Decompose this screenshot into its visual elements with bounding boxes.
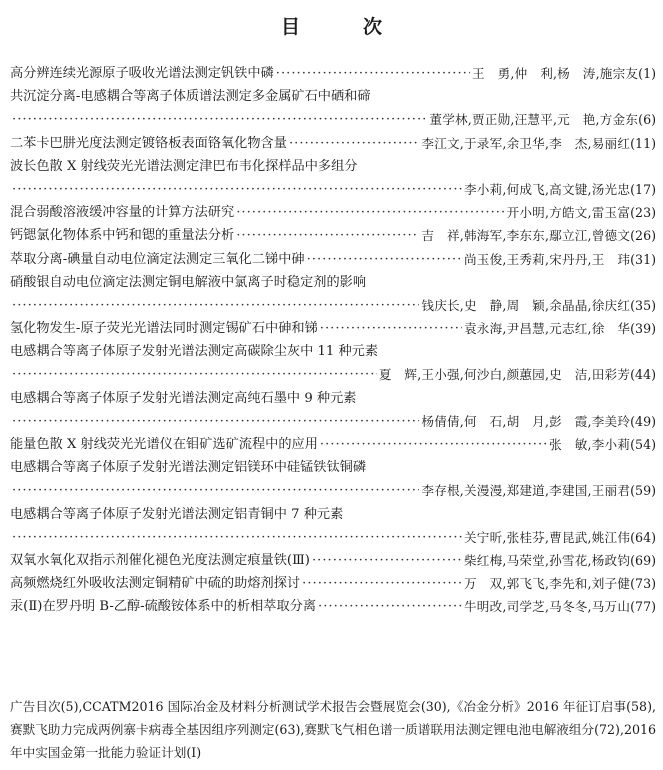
entry-page: (11) <box>630 135 656 151</box>
entry-page: (49) <box>630 413 656 429</box>
entry-page: (64) <box>630 529 656 545</box>
leader-dots <box>289 132 419 155</box>
entry-title: 电感耦合等离子体原子发射光谱法测定高纯石墨中 9 种元素 <box>10 390 357 406</box>
toc-entry[interactable] <box>10 271 656 317</box>
entry-page: (26) <box>630 228 656 244</box>
entry-page: (23) <box>630 205 656 221</box>
toc-entry[interactable] <box>10 456 656 502</box>
leader-dots <box>12 526 462 549</box>
leader-dots <box>12 410 419 433</box>
toc-entry[interactable] <box>10 387 656 433</box>
entry-title: 能量色散 X 射线荧光光谱仪在钼矿选矿流程中的应用 <box>10 437 318 452</box>
leader-dots <box>12 294 419 317</box>
page-title: 目 次 <box>280 16 404 38</box>
entry-page: (1) <box>638 66 656 81</box>
entry-authors: 袁永海,尹昌慧,元志红,徐 华 <box>464 321 631 337</box>
entry-page: (54) <box>630 437 656 452</box>
leader-dots <box>236 224 419 247</box>
entry-title: 共沉淀分离-电感耦合等离子体质谱法测定多金属矿石中硒和碲 <box>10 89 371 105</box>
entry-authors: 吉 祥,韩海军,李东东,鄢立江,曾德文 <box>421 228 631 244</box>
leader-dots <box>12 363 377 386</box>
entry-authors: 张 敏,李小莉 <box>549 437 631 452</box>
entry-title: 硝酸银自动电位滴定法测定铜电解液中氯离子时稳定剂的影响 <box>10 274 367 290</box>
leader-dots <box>307 248 462 271</box>
entry-title: 电感耦合等离子体原子发射光谱法测定铝镁环中硅锰铁钛铜磷 <box>10 460 367 476</box>
entry-page: (73) <box>630 576 656 592</box>
entry-title: 钙锶氯化物体系中钙和锶的重量法分析 <box>10 228 235 244</box>
entry-authors: 杨倩倩,何 石,胡 月,彭 霞,李美玲 <box>421 413 631 429</box>
toc-entry[interactable] <box>10 85 656 131</box>
entry-authors: 开小明,方皓文,雷玉富 <box>506 205 631 221</box>
toc-entry[interactable] <box>10 201 656 224</box>
toc-entry[interactable] <box>10 433 656 456</box>
entry-title: 高频燃烧红外吸收法测定铜精矿中硫的助熔剂探讨 <box>10 576 301 592</box>
toc-entry[interactable] <box>10 595 656 618</box>
toc-list <box>10 62 656 619</box>
entry-authors: 牛明改,司学芝,马冬冬,马万山 <box>464 599 631 615</box>
entry-page: (39) <box>630 321 656 337</box>
entry-authors: 夏 辉,王小强,何沙白,颜蕙园,史 洁,田彩芳 <box>378 367 631 383</box>
toc-entry[interactable] <box>10 572 656 595</box>
entry-title: 电感耦合等离子体原子发射光谱法测定铝青铜中 7 种元素 <box>10 506 344 522</box>
leader-dots <box>12 108 427 131</box>
entry-page: (69) <box>630 552 656 568</box>
entry-page: (77) <box>630 599 656 615</box>
leader-dots <box>320 317 462 340</box>
entry-authors: 李小莉,何成飞,高文键,汤光忠 <box>464 181 631 197</box>
entry-title: 波长色散 X 射线荧光光谱法测定津巴布韦化探样品中多组分 <box>10 158 358 174</box>
entry-title: 萃取分离-碘量自动电位滴定法测定三氧化二锑中砷 <box>10 251 305 267</box>
leader-dots <box>12 178 462 201</box>
entry-title: 电感耦合等离子体原子发射光谱法测定高碳除尘灰中 11 种元素 <box>10 344 379 360</box>
leader-dots <box>318 595 462 618</box>
entry-authors: 钱庆长,史 静,周 颖,余晶晶,徐庆红 <box>421 297 631 313</box>
entry-page: (44) <box>630 367 656 383</box>
toc-entry[interactable] <box>10 340 656 386</box>
entry-authors: 董学林,贾正勋,汪慧平,元 艳,方金东 <box>429 112 639 128</box>
entry-page: (6) <box>638 112 656 128</box>
leader-dots <box>236 201 504 224</box>
entry-title: 二苯卡巴肼光度法测定镀铬板表面铬氧化物含量 <box>10 135 287 151</box>
entry-authors: 李江文,于录军,余卫华,李 杰,易丽红 <box>421 135 631 151</box>
entry-page: (17) <box>630 181 656 197</box>
entry-page: (59) <box>630 483 656 499</box>
entry-authors: 柴红梅,马荣堂,孙雪花,杨政钧 <box>464 552 631 568</box>
toc-entry[interactable] <box>10 224 656 247</box>
leader-dots <box>302 572 462 595</box>
leader-dots <box>312 549 462 572</box>
leader-dots <box>320 433 547 456</box>
entry-authors: 万 双,郭飞飞,李先和,刘子健 <box>464 576 631 592</box>
entry-title: 高分辨连续光源原子吸收光谱法测定钒铁中磷 <box>10 66 274 81</box>
entry-authors: 李存根,关漫漫,郑建道,李建国,王丽君 <box>421 483 631 499</box>
entry-page: (35) <box>630 297 656 313</box>
toc-entry[interactable] <box>10 62 656 85</box>
toc-entry[interactable] <box>10 317 656 340</box>
entry-title: 氢化物发生-原子荧光光谱法同时测定锡矿石中砷和锑 <box>10 321 318 337</box>
footer-notes: 广告目次(5),CCATM2016 国际冶金及材料分析测试学术报告会暨展览会(30),《冶金分析》2016 年征订启事(58),赛默飞助力完成两例寨卡病毒全基因组序列测定(63),赛默飞气相色谱一质谱联用法测定锂电池电解液组分(72),2016 年中实国金第一批能力验证计划(Ⅰ) <box>10 699 656 760</box>
entry-title: 汞(Ⅱ)在罗丹明 B-乙醇-硫酸铵体系中的析相萃取分离 <box>10 599 317 615</box>
toc-entry[interactable] <box>10 248 656 271</box>
leader-dots <box>276 62 470 85</box>
entry-page: (31) <box>630 251 656 267</box>
entry-title: 混合弱酸溶液缓冲容量的计算方法研究 <box>10 205 235 221</box>
toc-entry[interactable] <box>10 503 656 549</box>
entry-authors: 关宁昕,张桂芬,曹昆武,姚江伟 <box>464 529 631 545</box>
entry-authors: 王 勇,仲 利,杨 涛,施宗友 <box>472 66 639 81</box>
toc-entry[interactable] <box>10 132 656 155</box>
entry-title: 双氧水氧化双指示剂催化褪色光度法测定痕量铁(Ⅲ) <box>10 552 310 568</box>
toc-entry[interactable] <box>10 155 656 201</box>
leader-dots <box>12 479 419 502</box>
entry-authors: 尚玉俊,王秀莉,宋丹丹,王 玮 <box>464 251 631 267</box>
toc-entry[interactable] <box>10 549 656 572</box>
